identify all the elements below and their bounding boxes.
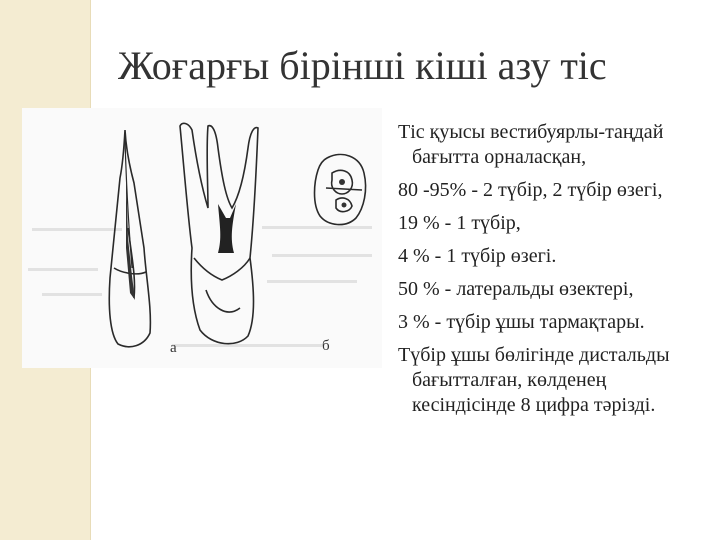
bullet-item: 4 % - 1 түбір өзегі.: [398, 245, 557, 267]
slide-title: Жоғарғы бірінші кіші азу тіс: [118, 43, 607, 88]
figure-label-b: б: [322, 338, 330, 354]
bullet-item: 50 % - латеральды өзектері,: [398, 278, 634, 300]
bullet-item: 80 -95% - 2 түбір, 2 түбір өзегі,: [398, 179, 663, 201]
bullet-item: 3 % - түбір ұшы тармақтары.: [398, 311, 645, 333]
figure-label-a: а: [170, 340, 177, 356]
bullet-item: Түбір ұшы бөлігінде дистальды бағытталған, көлденең кесіндісінде 8 цифра тәрізді.: [398, 344, 670, 416]
bullet-item: Тіс қуысы вестибуярлы-таңдай бағытта орналасқан,: [398, 121, 664, 168]
bullet-list: [398, 120, 713, 426]
tooth-illustration: [22, 108, 382, 368]
bullet-item: 19 % - 1 түбір,: [398, 212, 521, 234]
tooth-drawing: [22, 108, 382, 368]
